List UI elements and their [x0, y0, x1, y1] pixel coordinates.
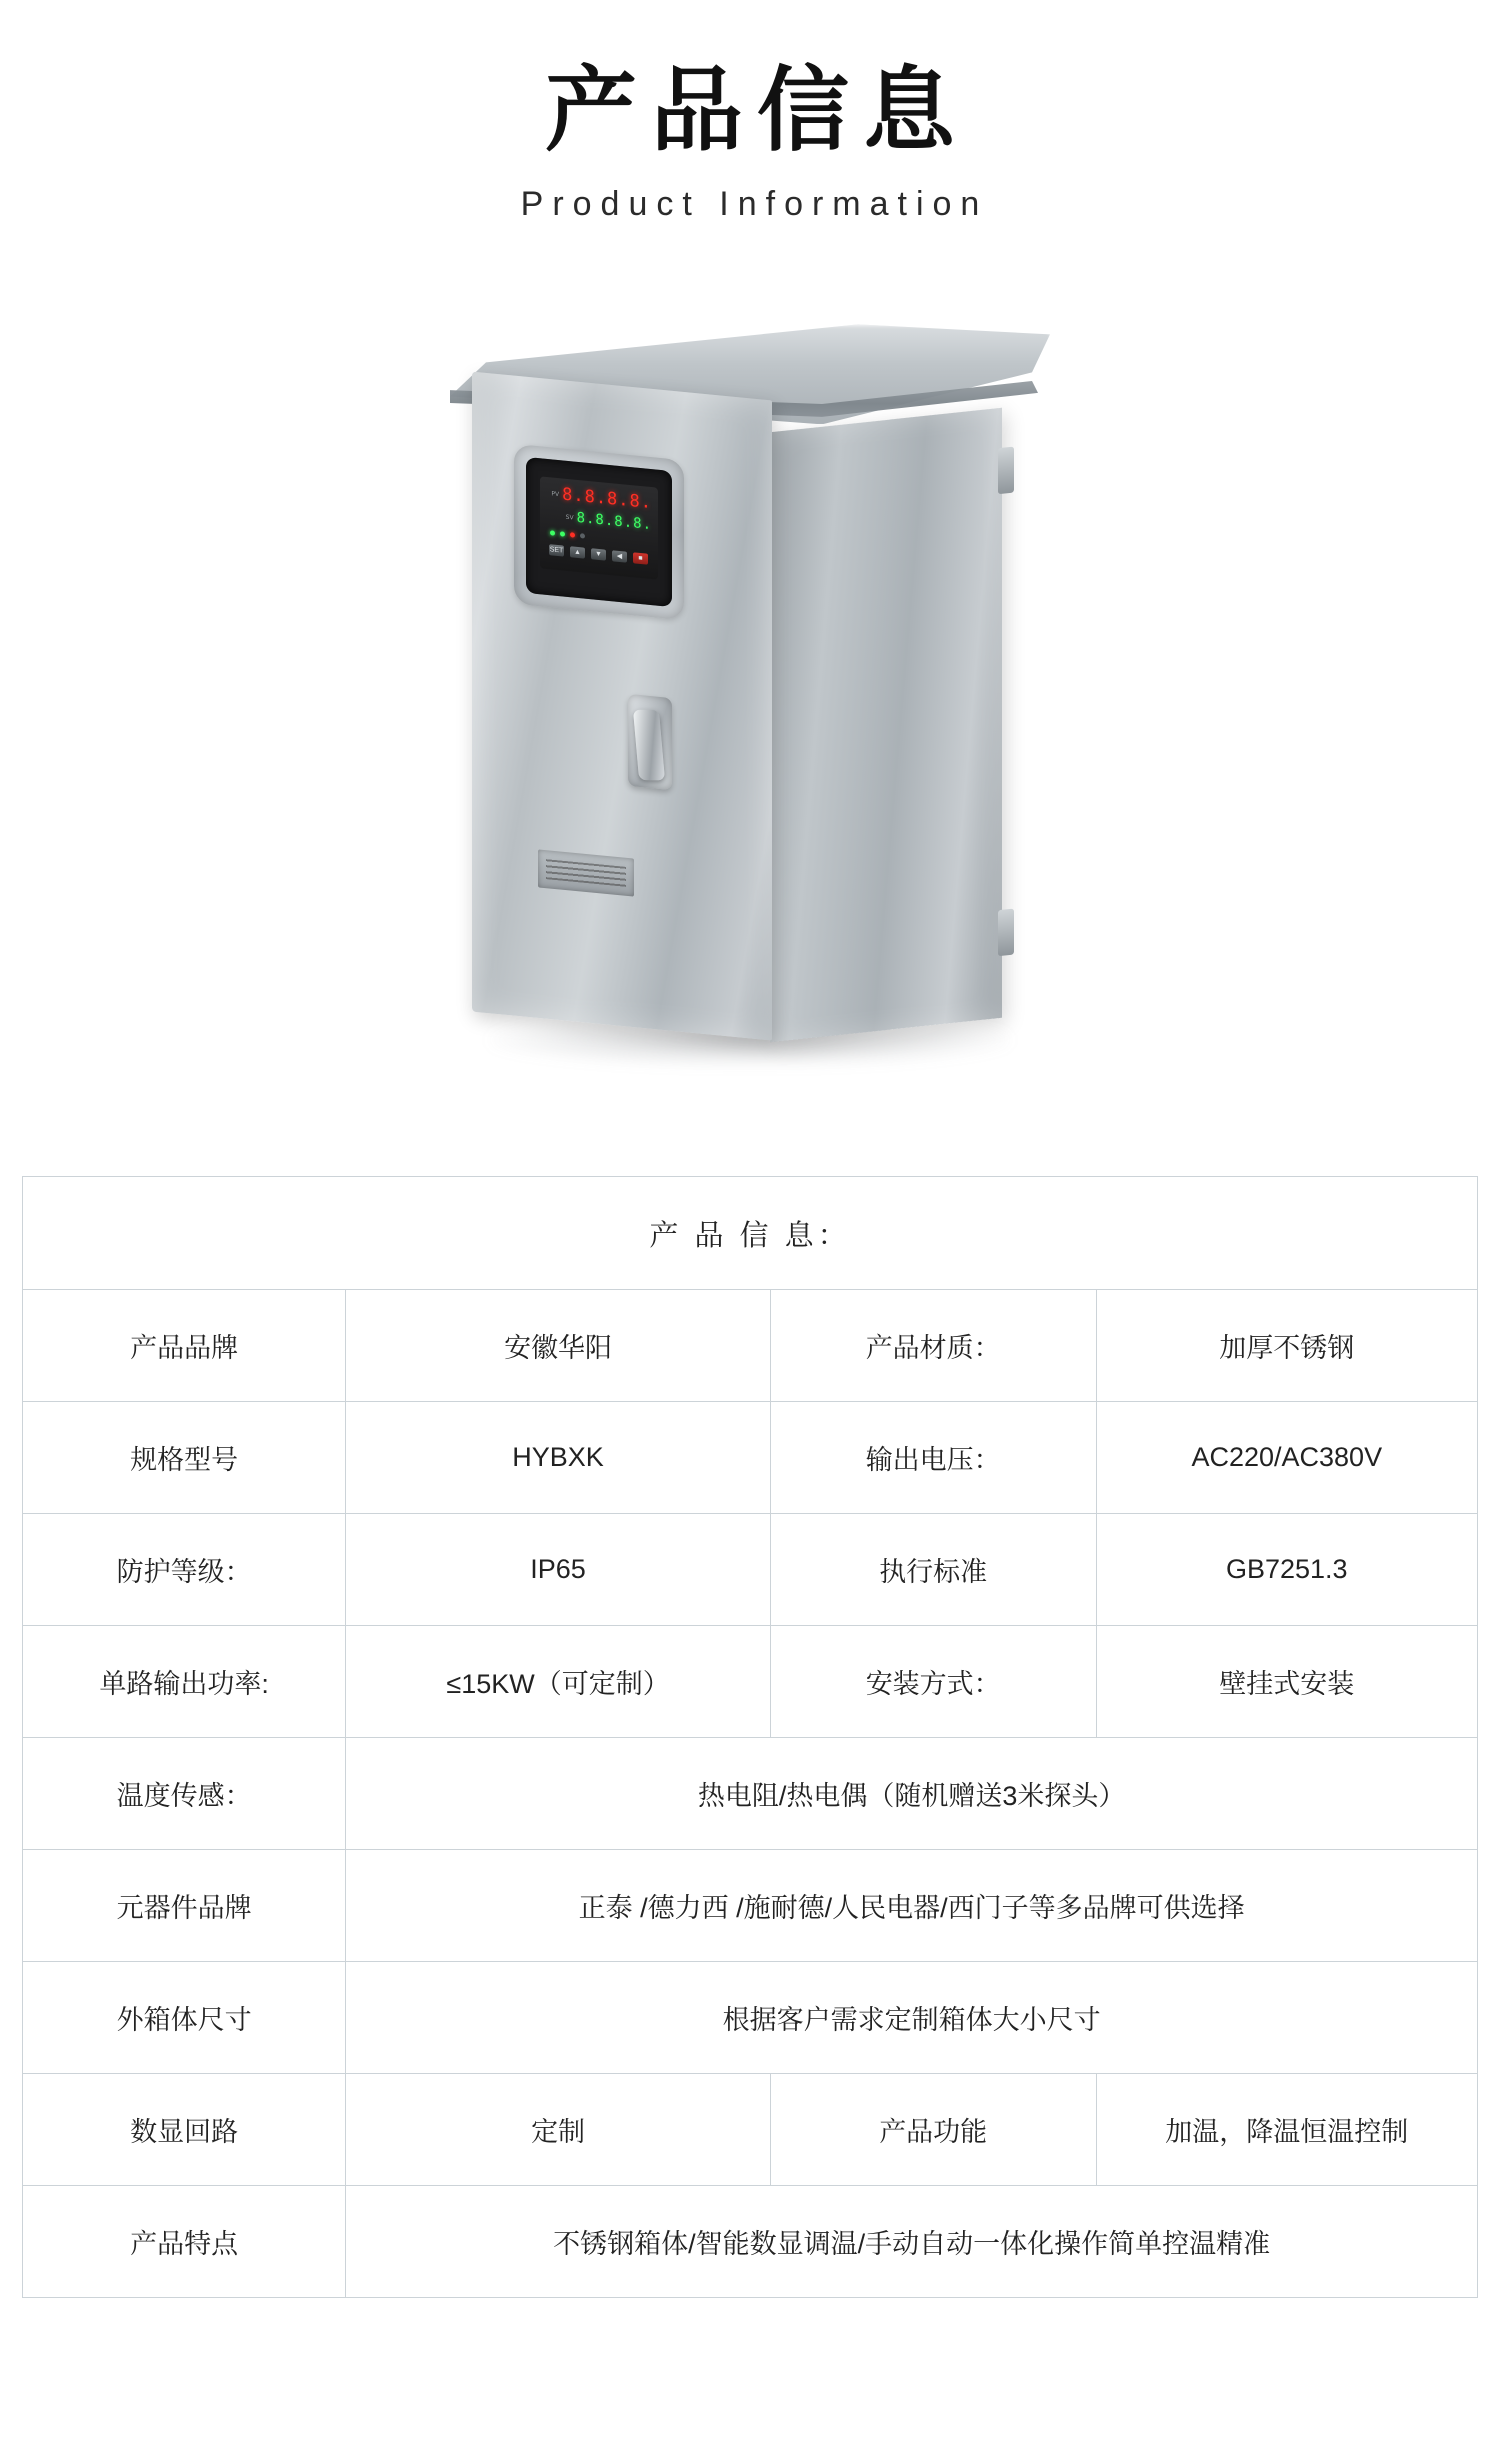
spec-label-cell: 温度传感：	[23, 1737, 346, 1849]
spec-value-cell: GB7251.3	[1096, 1513, 1477, 1625]
table-row	[23, 2185, 1477, 2297]
pv-label: PV	[551, 490, 560, 499]
table-row	[23, 1961, 1477, 2073]
cabinet-side-panel	[770, 408, 1002, 1042]
table-row	[23, 1513, 1477, 1625]
spec-table-title: 产 品 信 息：	[23, 1177, 1477, 1289]
spec-value-cell: HYBXK	[346, 1401, 771, 1513]
pv-value: 8.8.8.8.	[562, 484, 652, 513]
sv-value: 8.8.8.8.	[576, 510, 652, 534]
lamp-aux-icon	[580, 534, 585, 539]
spec-label-cell: 单路输出功率:	[23, 1625, 346, 1737]
spec-label-cell: 数显回路	[23, 2073, 346, 2185]
table-row	[23, 1737, 1477, 1849]
page-header	[0, 0, 1500, 224]
spec-value-cell: 定制	[346, 2073, 771, 2185]
spec-label-cell: 外箱体尺寸	[23, 1961, 346, 2073]
page-subtitle: Product Information	[520, 185, 989, 224]
spec-value-cell: 安徽华阳	[346, 1289, 771, 1401]
spec-value-cell: 不锈钢箱体/智能数显调温/手动自动一体化操作简单控温精准	[346, 2185, 1477, 2297]
left-button: ◀	[612, 551, 627, 563]
spec-value-cell: 输出电压：	[770, 1401, 1096, 1513]
page-title: 产品信息	[544, 60, 969, 162]
table-row	[23, 1849, 1477, 1961]
spec-label-cell: 防护等级：	[23, 1513, 346, 1625]
table-row	[23, 1401, 1477, 1513]
spec-value-cell: AC220/AC380V	[1096, 1401, 1477, 1513]
spec-value-cell: 产品材质：	[770, 1289, 1096, 1401]
cabinet-illustration	[430, 324, 1070, 1084]
table-row	[23, 2073, 1477, 2185]
spec-table-body	[23, 1177, 1477, 2297]
spec-value-cell: 执行标准	[770, 1513, 1096, 1625]
spec-label-cell: 产品品牌	[23, 1289, 346, 1401]
spec-value-cell: 壁挂式安装	[1096, 1625, 1477, 1737]
spec-value-cell: 加温，降温恒温控制	[1096, 2073, 1477, 2185]
spec-value-cell: 产品功能	[770, 2073, 1096, 2185]
product-image	[0, 324, 1500, 1154]
spec-value-cell: IP65	[346, 1513, 771, 1625]
lamp-alarm-icon	[570, 533, 575, 538]
spec-value-cell: 正泰 /德力西 /施耐德/人民电器/西门子等多品牌可供选择	[346, 1849, 1477, 1961]
spec-table-wrapper	[22, 1176, 1478, 2298]
down-button: ▼	[591, 549, 606, 561]
up-button: ▲	[570, 547, 585, 559]
table-row	[23, 1289, 1477, 1401]
spec-value-cell: 根据客户需求定制箱体大小尺寸	[346, 1961, 1477, 2073]
temperature-controller	[540, 477, 658, 580]
spec-label-cell: 规格型号	[23, 1401, 346, 1513]
lamp-run-icon	[550, 531, 555, 536]
spec-value-cell: 热电阻/热电偶（随机赠送3米探头）	[346, 1737, 1477, 1849]
table-row	[23, 1625, 1477, 1737]
spec-label-cell: 元器件品牌	[23, 1849, 346, 1961]
spec-value-cell: ≤15KW（可定制）	[346, 1625, 771, 1737]
controller-buttons	[546, 544, 652, 565]
spec-table	[23, 1177, 1477, 2298]
lamp-out-icon	[560, 532, 565, 537]
sv-label: SV	[565, 513, 574, 522]
spec-value-cell: 安装方式：	[770, 1625, 1096, 1737]
set-button: SET	[549, 545, 564, 557]
spec-value-cell: 加厚不锈钢	[1096, 1289, 1477, 1401]
spec-table-title-row	[23, 1177, 1477, 1289]
spec-label-cell: 产品特点	[23, 2185, 346, 2297]
stop-button: ■	[633, 553, 648, 565]
